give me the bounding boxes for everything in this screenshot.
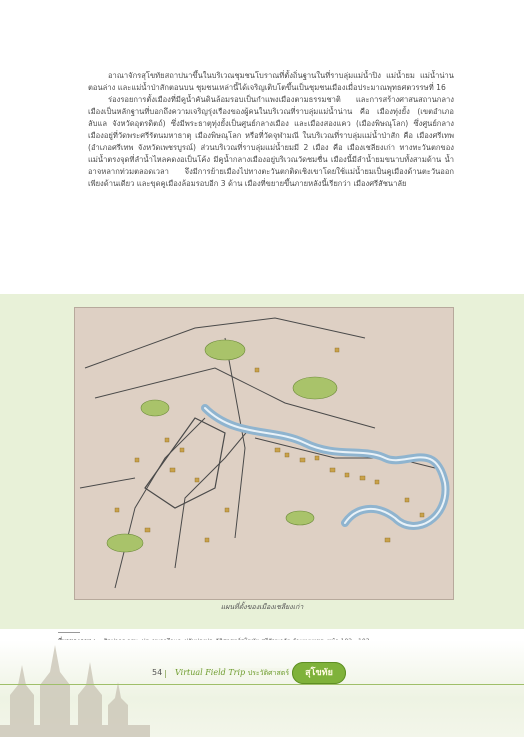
page-number: 54 xyxy=(152,668,163,677)
map-drawing xyxy=(75,308,453,599)
footer-title xyxy=(172,668,292,679)
footer-title-th: ประวัติศาสตร์ xyxy=(247,669,290,677)
footer-separator: | xyxy=(164,669,167,678)
footer-title-en: Virtual Field Trip xyxy=(175,668,246,677)
paragraph-1: อาณาจักรสุโขทัยสถาปนาขึ้นในบริเวณชุมชนโบราณที่ตั้งถิ่นฐานในที่ราบลุ่มแม่น้ำปิง แม่น้ำยม แม่น้ำน่านตอนล่าง และแม่น้ำป่าสักตอนบน ชุมชนเหล่านี้ได้เจริญเติบโตขึ้นเป็นชุมชนเมืองเมื่อประมาณพุทธศตวรรษที่ 16 xyxy=(88,71,454,92)
sukhothai-badge: สุโขทัย xyxy=(292,662,346,684)
historical-map xyxy=(74,307,454,600)
body-text xyxy=(88,70,454,190)
map-caption: แผนที่ตั้งของเมืองเชลียงเก่า xyxy=(220,603,304,611)
paragraph-2: ร่องรอยการตั้งเมืองที่มีคูน้ำคันดินล้อมรอบเป็นกำแพงเมืองตามธรรมชาติ และการสร้างศาสนสถานกลางเมืองเป็นหลักฐานที่บอกถึงความเจริญรุ่งเรืองของผู้คนในบริเวณที่ราบลุ่มแม่น้ำน่าน คือ เมืองทุ่งยั้ง (เขตอำเภอลับแล จังหวัดอุตรดิตถ์) ซึ่งมีพระธาตุทุ่งยั้งเป็นศูนย์กลางเมือง และเมืองสองแคว (เมืองพิษณุโลก) ซึ่งศูนย์กลางเมืองอยู่ที่วัดพระศรีรัตนมหาธาตุ เมืองพิษณุโลก หรือที่วัดจุฬามณี ในบริเวณที่ราบลุ่มแม่น้ำป่าสัก คือ เมืองศรีเทพ (อำเภอศรีเทพ จังหวัดเพชรบูรณ์) ส่วนบริเวณที่ราบลุ่มแม่น้ำยมมี 2 เมือง คือ เมืองเชลียงเก่า ทางทะวันตกของแม่น้ำตรงจุดที่ลำน้ำไหลคดงอเป็นโค้ง มีคูน้ำกลางเมืองอยู่บริเวณวัดชมชื่น เมืองนี้มีลำน้ำยมขนาบทั้งสามด้าน น้ำอาจหลากท่วมตลอดเวลา จึงมีการย้ายเมืองไปทางตะวันตกติดเชิงเขาโดยใช้แม่น้ำยมเป็นคูเมืองด้านตะวันออกเพียงด้านเดียว และขุดคูเมืองล้อมรอบอีก 3 ด้าน เมืองที่ขยายขึ้นภายหลังนี้เรียกว่า เมืองศรีสัชนาลัย xyxy=(88,95,454,188)
source-divider xyxy=(58,632,80,633)
